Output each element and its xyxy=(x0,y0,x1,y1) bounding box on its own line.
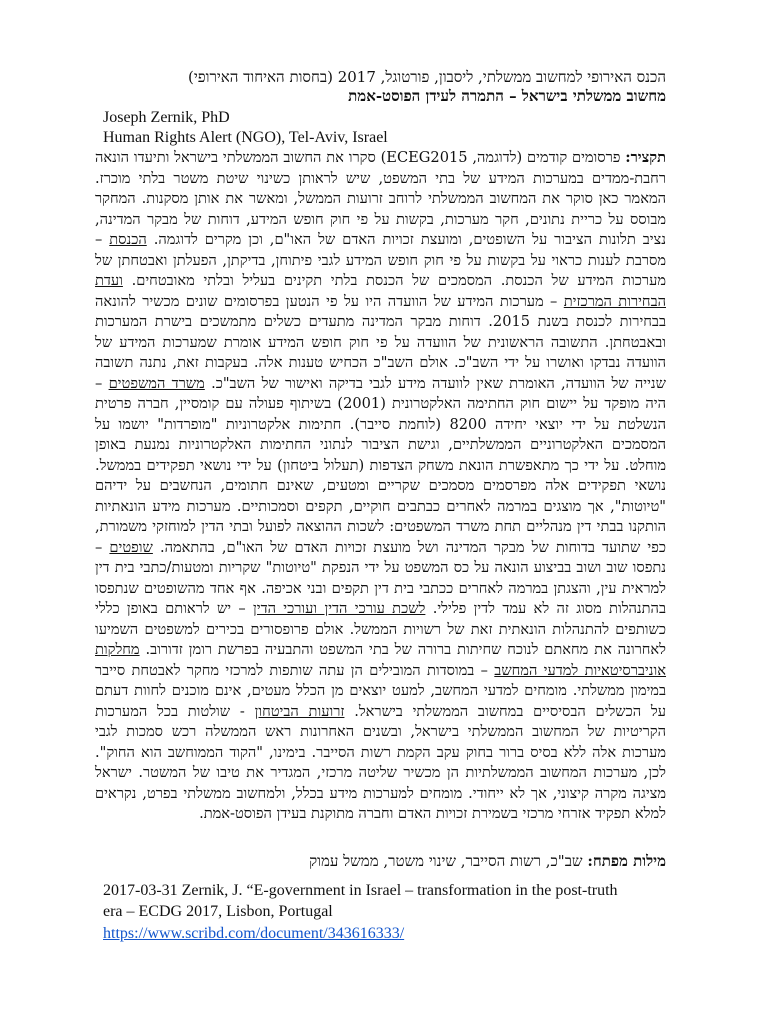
term-judges: שופטים xyxy=(109,538,153,556)
abstract-text-6: – יש לראותם באופן כללי כשותפים להתנהלות הונאתית זאת של רשויות הממשל. אולם פרופסורים בכירים למשפטים השמיעו לאחרונה את מחאתם לנוכח שחיתות ברורה של בתי המשפט והתבעיה בפרשת רומן זדורוב. xyxy=(95,600,666,658)
citation: 2017-03-31 Zernik, J. “E-government in Israel – transformation in the post-truth era – ECDG 2017, Lisbon, Portugal xyxy=(103,882,618,920)
conference-line: הכנס האירופי למחשוב ממשלתי, ליסבון, פורטוגל, 2017 (בחסות האיחוד האירופי) xyxy=(188,68,666,86)
abstract-text-7: – במוסדות המובילים הן עתה שותפות למרכזי מחקר לאבטחת סייבר במימון ממשלתי. מומחים למדעי המחשב, למעט יוצאים מן הכלל מעטים, אינם מוכנים לחוות דעתם על הכשלים הבסיסיים במחשוב הממשלתי בישראל. xyxy=(95,661,667,720)
abstract-text-3: – מערכות המידע של הוועדה היו על פי הנטען בפרסומים שונים מכשיר להונאה בבחירות לכנסת בשנת 2015. דוחות מבקר המדינה מתעדים כשלים מתמשכים בישרת המערכות ובאבטחתן. התשובה הראשונית של הוועדה על פי חוק חופש המידע אומרת שמערכות המידע של הוועדה נבדקו ואושרו על ידי השב"כ. אולם השב"כ הכחיש טענות אלה. בעקבות זאת, נתנה תשובה שנייה של הוועדה, האומרת שאין לוועדה מידע לגבי בדיקה ואישור של השב"כ. xyxy=(95,292,666,392)
abstract-text-8: - שולטות בכל המערכות הקריטיות של המחשוב הממשלתי בישראל, ובשנים האחרונות ראש הממשלה רכש סמכות לגבי מערכות אלה ללא בסיס ברור בחוק עקב הקמת רשות הסייבר. בימינו, "הקוד הממוחשב הוא החוק". לכן, מערכות המחשוב הממשלתיות הן מכשיר שליטה מרכזי, המגדיר את טיבו של המשטר. ישראל מציגה מקרה קיצוני, אך לא ייחודי. מומחים למערכות מידע בכלל, ולמחשוב ממשלתי בפרט, נקראים למלא תפקיד אזרחי מרכזי בשמירת זכויות האדם וחברה מתוקנת בעידן הפוסט-אמת. xyxy=(95,702,666,822)
term-security-arms: זרועות הביטחון xyxy=(254,702,345,720)
abstract-text-2: – מסרבת לענות כראוי על בקשות על פי חוק חופש המידע לגבי פיתוחן, בדיקתן, הפעלתן ואבטחתן של מערכות המידע של הכנסת. המסמכים של הכנסת בלתי תקינים בעליל ובלתי מאובטחים. xyxy=(95,231,666,289)
author-name: Joseph Zernik, PhD xyxy=(103,109,230,126)
keywords-text: שב"כ, רשות הסייבר, שינוי משטר, ממשל עמוק xyxy=(309,852,588,870)
term-elections-committee: ועדת הבחירות המרכזית xyxy=(95,272,666,310)
term-cs-departments: מחלקות אוניברסיטאיות למדעי המחשב xyxy=(95,641,667,679)
abstract-text-1: פרסומים קודמים (לדוגמה, ECEG2015) סקרו את החשוב הממשלתי בישראל ותיעדו הונאה רחבת-ממדים במערכות המידע של בתי המשפט, שיש לראותן כשינוי שיטת משטר בלתי מוכרז. המאמר כאן סוקר את המחשוב הממשלתי לרוחב זרועות הממשל, ומאשר את אותן מסקנות. המחקר מבוסס על כריית נתונים, חקר מערכות, בקשות על פי חוק חופש המידע, דוחות של מבקר המדינה, נציב תלונות הציבור על השופטים, ומועצת זכויות האדם של האו"ם, וכן מקרים לדוגמה. xyxy=(95,149,666,248)
abstract-paragraph xyxy=(95,148,666,825)
abstract-label: תקציר: xyxy=(625,149,666,166)
term-bar-association: לשכת עורכי הדין ועורכי הדין xyxy=(253,600,426,617)
term-justice-ministry: משרד המשפטים xyxy=(108,374,205,392)
abstract-text-4: – היה מופקד על יישום חוק החתימה האלקטרונית (2001) בשיתוף פעולה עם קומסיין, חברה פרטית הנשלטת על ידי יוצאי יחידה 8200 (לוחמת סייבר). חתימות אלקטרוניות "מופרדות" יושמו על המסמכים האלקטרוניים הממשלתיים, וגישת הציבור לנתוני החתימות האלקטרוניות נמנעת באופן מוחלט. על ידי כך מתאפשרת הונאת משחק הצדפות (תעלול ביטחון) על ידי נושאי תפקידים בממשל. נושאי תפקידים אלה מפרסמים מסמכים שקריים ומטעים, שאינם חתומים, הנחשבים על ידיהם "טיוטות", אך מוצגים במרמה לאחרים כבתבים חוקיים, תקפים וסמכותיים. מערכות מידע הונאתיות הותקנו בבתי דין מנהליים תחת משרד המשפטים: לשכות ההוצאה לפועל ובתי הדין למוחזקי משמורת, כפי שתועד בדוחות של מבקר המדינה ושל מועצת זכויות האדם של האו"ם, בהתאמה. xyxy=(95,374,666,556)
document-link[interactable]: https://www.scribd.com/document/343616333/ xyxy=(103,925,405,942)
abstract-text-5: – נתפסו שוב ושוב בביצוע הונאה על כס המשפט על ידי הנפקת "טיוטות" שקריות ומטעות/כתבי בית דין למראית עין, והצגתן במרמה לאחרים ככתבי בית דין תקפים ובני אכיפה. אף אחד מהשופטים שנתפסו בהתנהלות מסוג זה לא עמד לדין פלילי. xyxy=(95,538,666,617)
author-affiliation: Human Rights Alert (NGO), Tel-Aviv, Israel xyxy=(103,129,388,146)
keywords-label: מילות מפתח: xyxy=(587,852,666,870)
paper-title: מחשוב ממשלתי בישראל – התמרה לעידן הפוסט-אמת xyxy=(348,87,666,105)
term-knesset: הכנסת xyxy=(109,231,147,248)
keywords-line xyxy=(100,852,666,871)
